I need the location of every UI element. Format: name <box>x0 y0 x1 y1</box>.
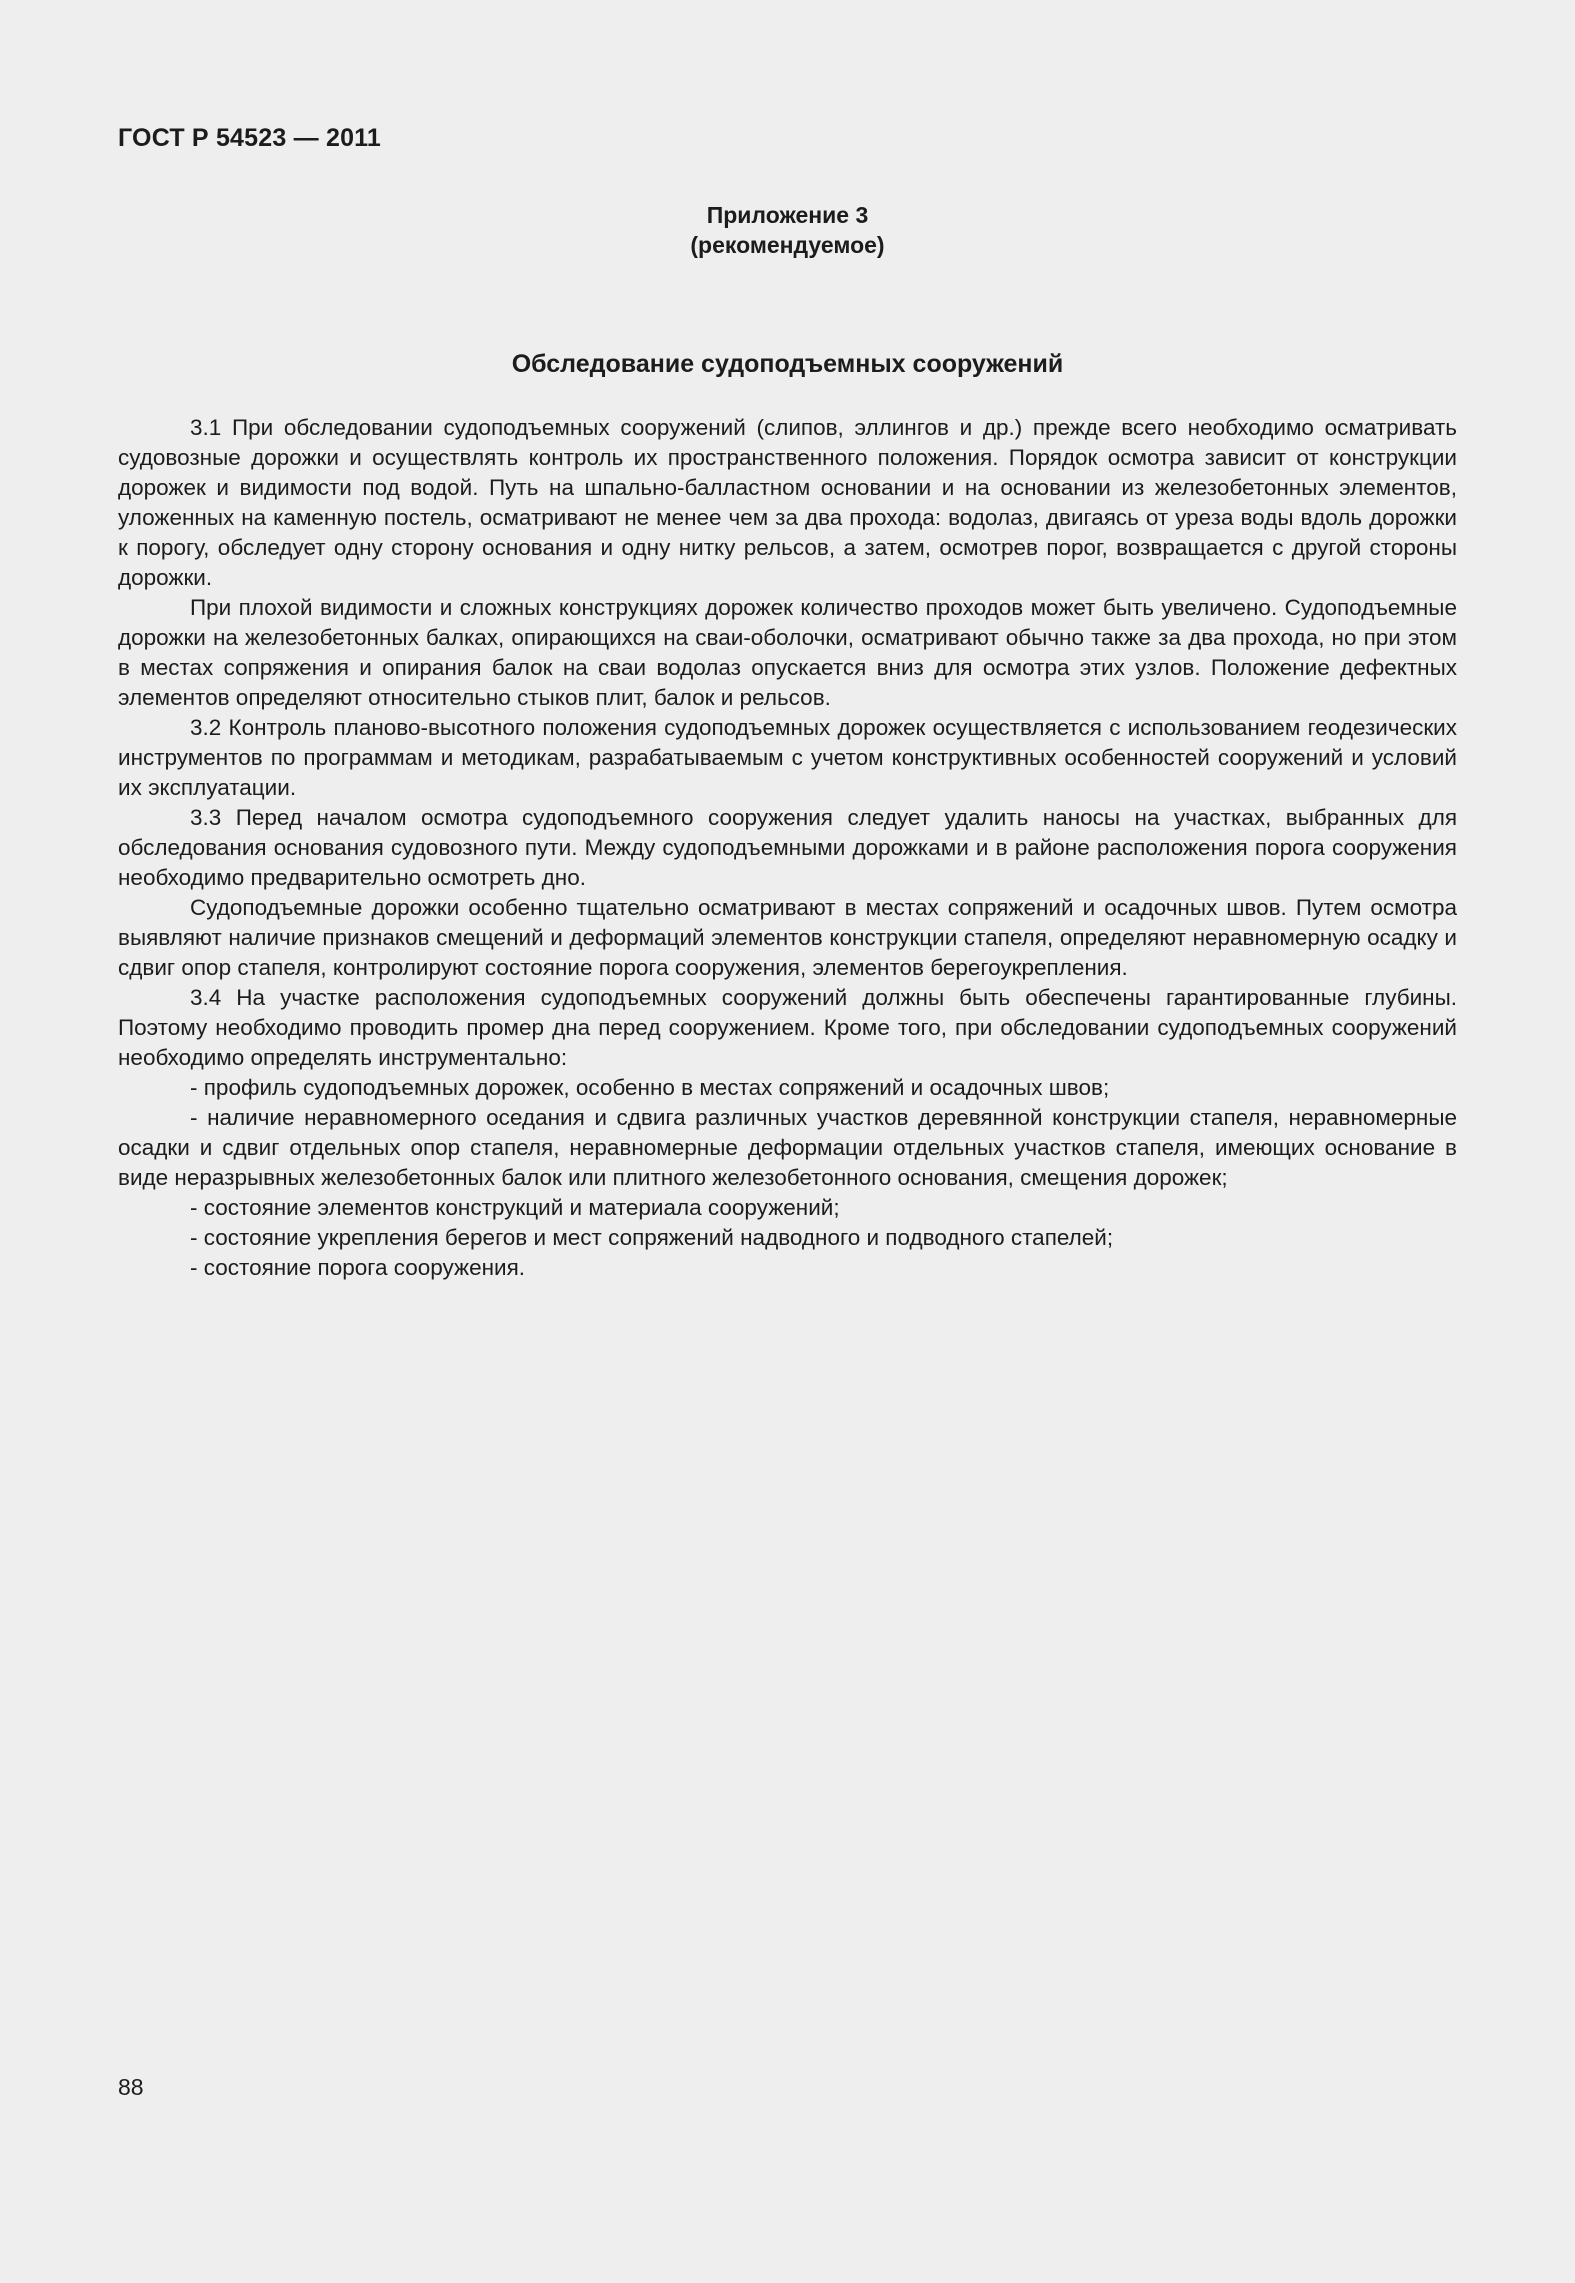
paragraph: 3.3 Перед началом осмотра судоподъемного сооружения следует удалить наносы на участках, выбранных для обследования основания судовозного пути. Между судоподъемными дорожками и в районе расположения порога сооружения необходимо предварительно осмотреть дно. <box>118 805 1457 890</box>
paragraph: 3.4 На участке расположения судоподъемных сооружений должны быть обеспечены гарантированные глубины. Поэтому необходимо проводить промер дна перед сооружением. Кроме того, при обследовании судоподъемных сооружений необходимо определять инструментально: <box>118 985 1457 1070</box>
list-item: - наличие неравномерного оседания и сдвига различных участков деревянной конструкции стапеля, неравномерные осадки и сдвиг отдельных опор стапеля, неравномерные деформации отдельных участков стапеля, имеющих основание в виде неразрывных железобетонных балок или плитного железобетонного основания, смещения дорожек; <box>118 1105 1457 1190</box>
paragraph: 3.1 При обследовании судоподъемных сооружений (слипов, эллингов и др.) прежде всего необходимо осматривать судовозные дорожки и осуществлять контроль их пространственного положения. Порядок осмотра зависит от конструкции дорожек и видимости под водой. Путь на шпально-балластном основании и на основании из железобетонных элементов, уложенных на каменную постель, осматривают не менее чем за два прохода: водолаз, двигаясь от уреза воды вдоль дорожки к порогу, обследует одну сторону основания и одну нитку рельсов, а затем, осмотрев порог, возвращается с другой стороны дорожки. <box>118 415 1457 590</box>
appendix-title: Приложение 3 <box>706 202 869 228</box>
list-item: - профиль судоподъемных дорожек, особенно в местах сопряжений и осадочных швов; <box>190 1075 1110 1100</box>
paragraph: Судоподъемные дорожки особенно тщательно осматривают в местах сопряжений и осадочных швов. Путем осмотра выявляют наличие признаков смещений и деформаций элементов конструкции стапеля, определяют неравномерную осадку и сдвиг опор стапеля, контролируют состояние порога сооружения, элементов берегоукрепления. <box>118 895 1457 980</box>
page-number: 88 <box>118 2074 144 2100</box>
section-title: Обследование судоподъемных сооружений <box>511 350 1064 378</box>
body-text <box>118 413 1457 1283</box>
paragraph: 3.2 Контроль планово-высотного положения судоподъемных дорожек осуществляется с использованием геодезических инструментов по программам и методикам, разрабатываемым с учетом конструктивных особенностей сооружений и условий их эксплуатации. <box>118 715 1457 800</box>
list-item: - состояние элементов конструкций и материала сооружений; <box>190 1195 840 1220</box>
appendix-subtitle: (рекомендуемое) <box>690 232 885 258</box>
list-item: - состояние укрепления берегов и мест сопряжений надводного и подводного стапелей; <box>190 1225 1114 1250</box>
paragraph: При плохой видимости и сложных конструкциях дорожек количество проходов может быть увеличено. Судоподъемные дорожки на железобетонных балках, опирающихся на сваи-оболочки, осматривают обычно также за два прохода, но при этом в местах сопряжения и опирания балок на сваи водолаз опускается вниз для осмотра этих узлов. Положение дефектных элементов определяют относительно стыков плит, балок и рельсов. <box>118 595 1457 710</box>
document-header: ГОСТ Р 54523 — 2011 <box>118 124 382 152</box>
list-item: - состояние порога сооружения. <box>190 1255 526 1280</box>
